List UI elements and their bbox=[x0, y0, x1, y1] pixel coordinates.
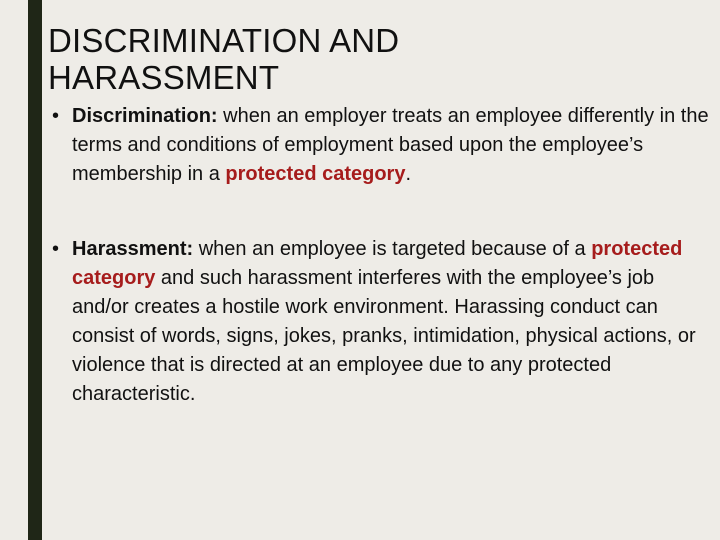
left-accent-bar bbox=[28, 0, 42, 540]
title-line-2: HARASSMENT bbox=[48, 59, 280, 96]
title-line-1: DISCRIMINATION AND bbox=[48, 22, 400, 59]
highlight-protected-category: protected category bbox=[225, 163, 406, 185]
highlight-protected-category: protected category bbox=[72, 238, 683, 289]
bullet-marker: • bbox=[52, 105, 60, 127]
bullet-list bbox=[52, 102, 712, 409]
definition-text: when an employee is targeted because of a bbox=[193, 238, 592, 260]
slide-title bbox=[48, 22, 688, 96]
bullet-harassment bbox=[52, 235, 712, 409]
definition-text: when an employer treats an employee differently in the terms and conditions of employment based upon the employee’s membership in a bbox=[72, 105, 709, 185]
definition-text-end: . bbox=[405, 163, 412, 185]
bullet-marker: • bbox=[52, 238, 60, 260]
term-discrimination: Discrimination: bbox=[72, 105, 218, 127]
bullet-discrimination bbox=[52, 102, 712, 189]
definition-text-end: and such harassment interferes with the employee’s job and/or creates a hostile work environment. Harassing conduct can consist of words, signs, jokes, pranks, intimidation, physical actions, or violence that is directed at an employee due to any protected characteristic. bbox=[72, 267, 696, 405]
term-harassment: Harassment: bbox=[72, 238, 194, 260]
